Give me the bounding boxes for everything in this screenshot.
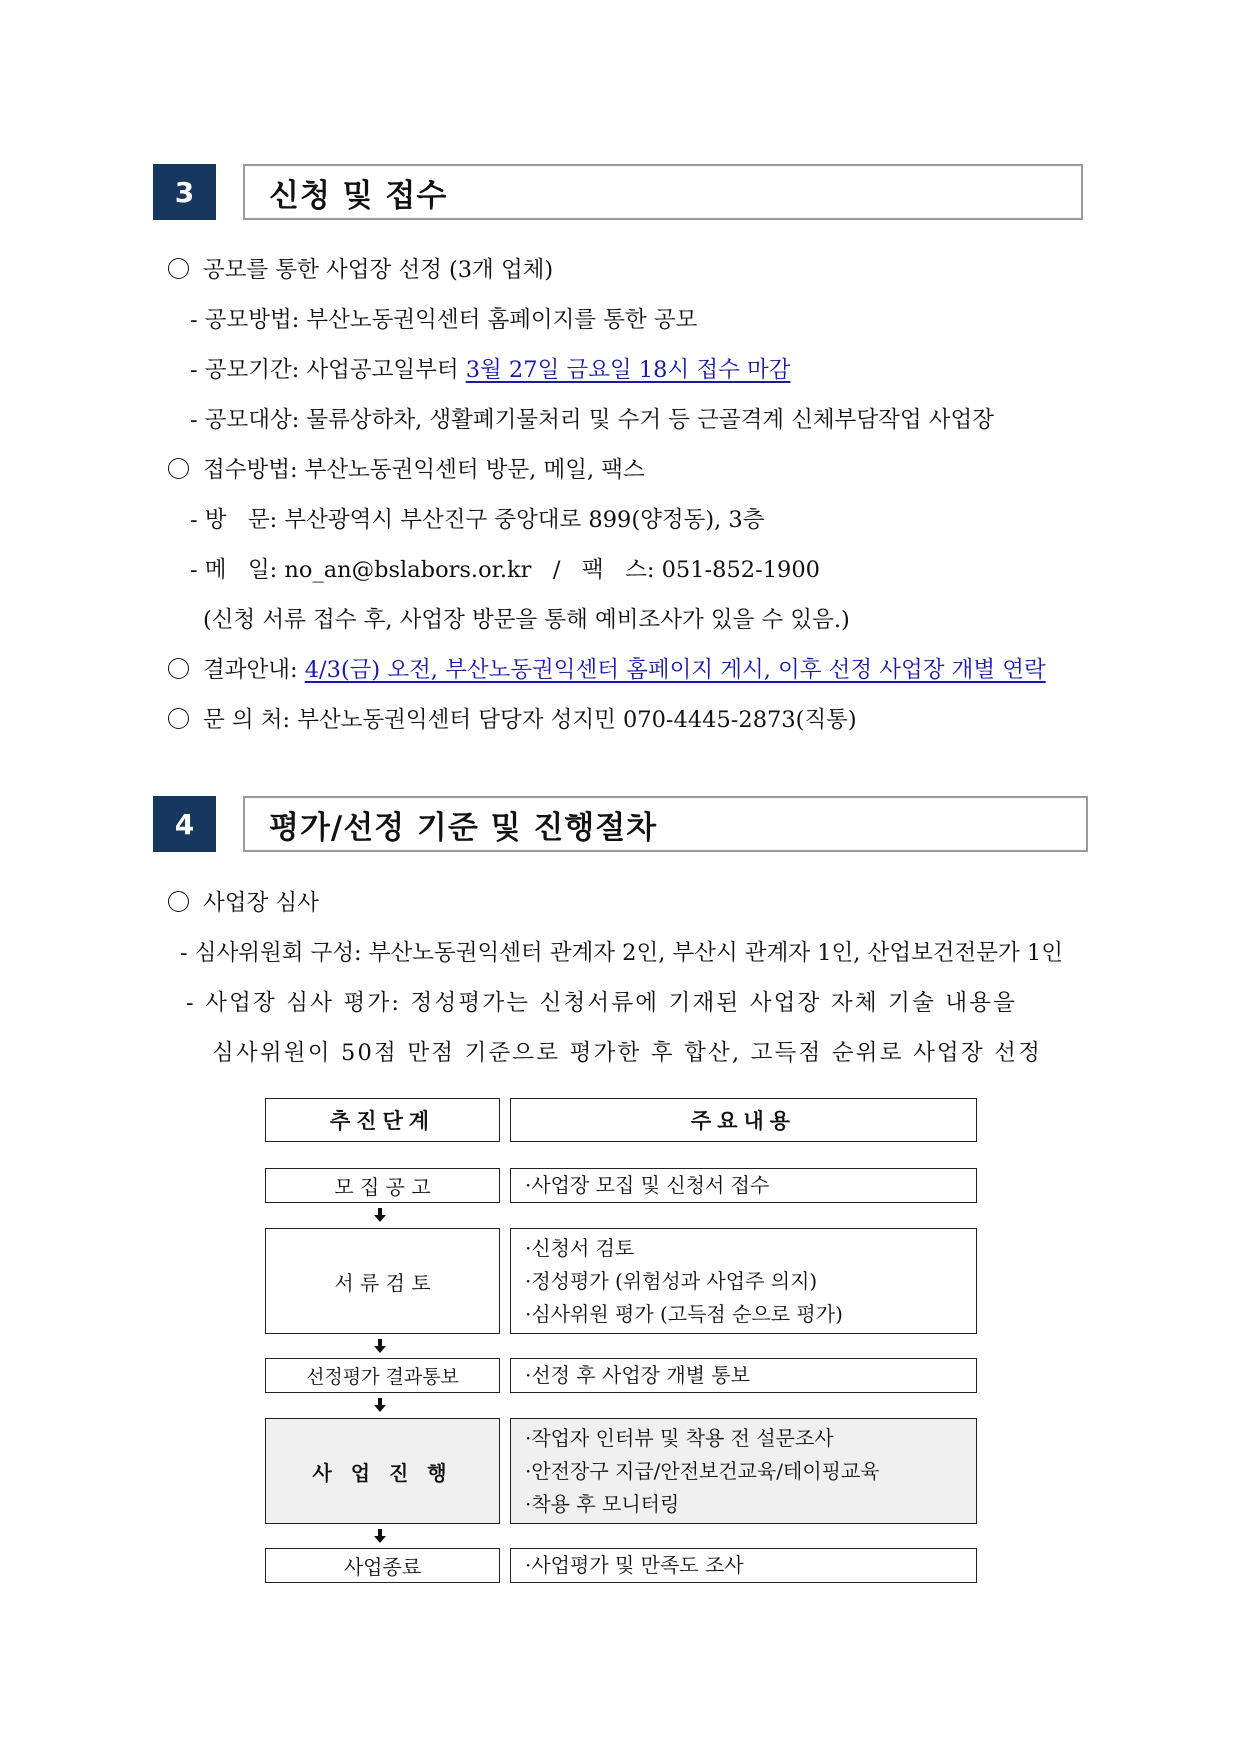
flow-step: 선정평가 결과통보 xyxy=(265,1358,500,1393)
arrow-down-icon xyxy=(373,1398,387,1412)
bullet-line: 문 의 처: 부산노동권익센터 담당자 성지민 070-4445-2873(직통) xyxy=(168,705,857,735)
section-title: 신청 및 접수 xyxy=(243,164,1083,220)
sub-line: - 심사위원회 구성: 부산노동권익센터 관계자 2인, 부산시 관계자 1인, 산업보건전문가 1인 xyxy=(180,940,1063,966)
flow-detail: ·사업평가 및 만족도 조사 xyxy=(510,1548,977,1583)
circle-bullet-icon xyxy=(168,891,189,912)
bullet-line: 결과안내: 4/3(금) 오전, 부산노동권익센터 홈페이지 게시, 이후 선정 사업장 개별 연락 xyxy=(168,655,1046,685)
flow-header-detail: 주요내용 xyxy=(510,1098,977,1142)
circle-bullet-icon xyxy=(168,708,189,729)
section-number: 4 xyxy=(153,796,216,852)
sub-line: - 공모기간: 사업공고일부터 3월 27일 금요일 18시 접수 마감 xyxy=(190,357,791,383)
sub-line: - 방 문: 부산광역시 부산진구 중앙대로 899(양정동), 3층 xyxy=(190,507,765,533)
section-number: 3 xyxy=(153,164,216,220)
arrow-down-icon xyxy=(373,1529,387,1543)
sub-line: - 공모대상: 물류상하차, 생활폐기물처리 및 수거 등 근골격계 신체부담작업 사업장 xyxy=(190,407,994,433)
bullet-line: 공모를 통한 사업장 선정 (3개 업체) xyxy=(168,255,553,285)
flow-header-step: 추진단계 xyxy=(265,1098,500,1142)
flow-step: 사업종료 xyxy=(265,1548,500,1583)
arrow-down-icon xyxy=(373,1208,387,1222)
bullet-line: 사업장 심사 xyxy=(168,888,319,918)
result-link[interactable]: 4/3(금) 오전, 부산노동권익센터 홈페이지 게시, 이후 선정 사업장 개별 연락 xyxy=(304,657,1046,683)
sub-line: 심사위원이 50점 만점 기준으로 평가한 후 합산, 고득점 순위로 사업장 선정 xyxy=(212,1040,1043,1066)
flow-step-active: 사 업 진 행 xyxy=(265,1418,500,1524)
flow-detail: ·신청서 검토 ·정성평가 (위험성과 사업주 의지) ·심사위원 평가 (고득점 순으로 평가) xyxy=(510,1228,977,1334)
bullet-line: 접수방법: 부산노동권익센터 방문, 메일, 팩스 xyxy=(168,455,645,485)
note-line: (신청 서류 접수 후, 사업장 방문을 통해 예비조사가 있을 수 있음.) xyxy=(203,607,850,633)
flow-detail: ·선정 후 사업장 개별 통보 xyxy=(510,1358,977,1393)
flow-detail: ·작업자 인터뷰 및 착용 전 설문조사 ·안전장구 지급/안전보건교육/테이핑교육 ·착용 후 모니터링 xyxy=(510,1418,977,1524)
circle-bullet-icon xyxy=(168,658,189,679)
deadline-link[interactable]: 3월 27일 금요일 18시 접수 마감 xyxy=(465,357,791,383)
flow-step: 모 집 공 고 xyxy=(265,1168,500,1203)
section-4-header xyxy=(153,796,658,852)
sub-line: - 공모방법: 부산노동권익센터 홈페이지를 통한 공모 xyxy=(190,307,698,333)
sub-line: - 메 일: no_an@bslabors.or.kr / 팩 스: 051-852-1900 xyxy=(190,557,820,583)
section-title: 평가/선정 기준 및 진행절차 xyxy=(243,796,1088,852)
circle-bullet-icon xyxy=(168,258,189,279)
flow-detail: ·사업장 모집 및 신청서 접수 xyxy=(510,1168,977,1203)
flow-step: 서 류 검 토 xyxy=(265,1228,500,1334)
sub-line: - 사업장 심사 평가: 정성평가는 신청서류에 기재된 사업장 자체 기술 내용을 xyxy=(186,990,1018,1016)
arrow-down-icon xyxy=(373,1339,387,1353)
section-3-header xyxy=(153,164,448,220)
circle-bullet-icon xyxy=(168,458,189,479)
